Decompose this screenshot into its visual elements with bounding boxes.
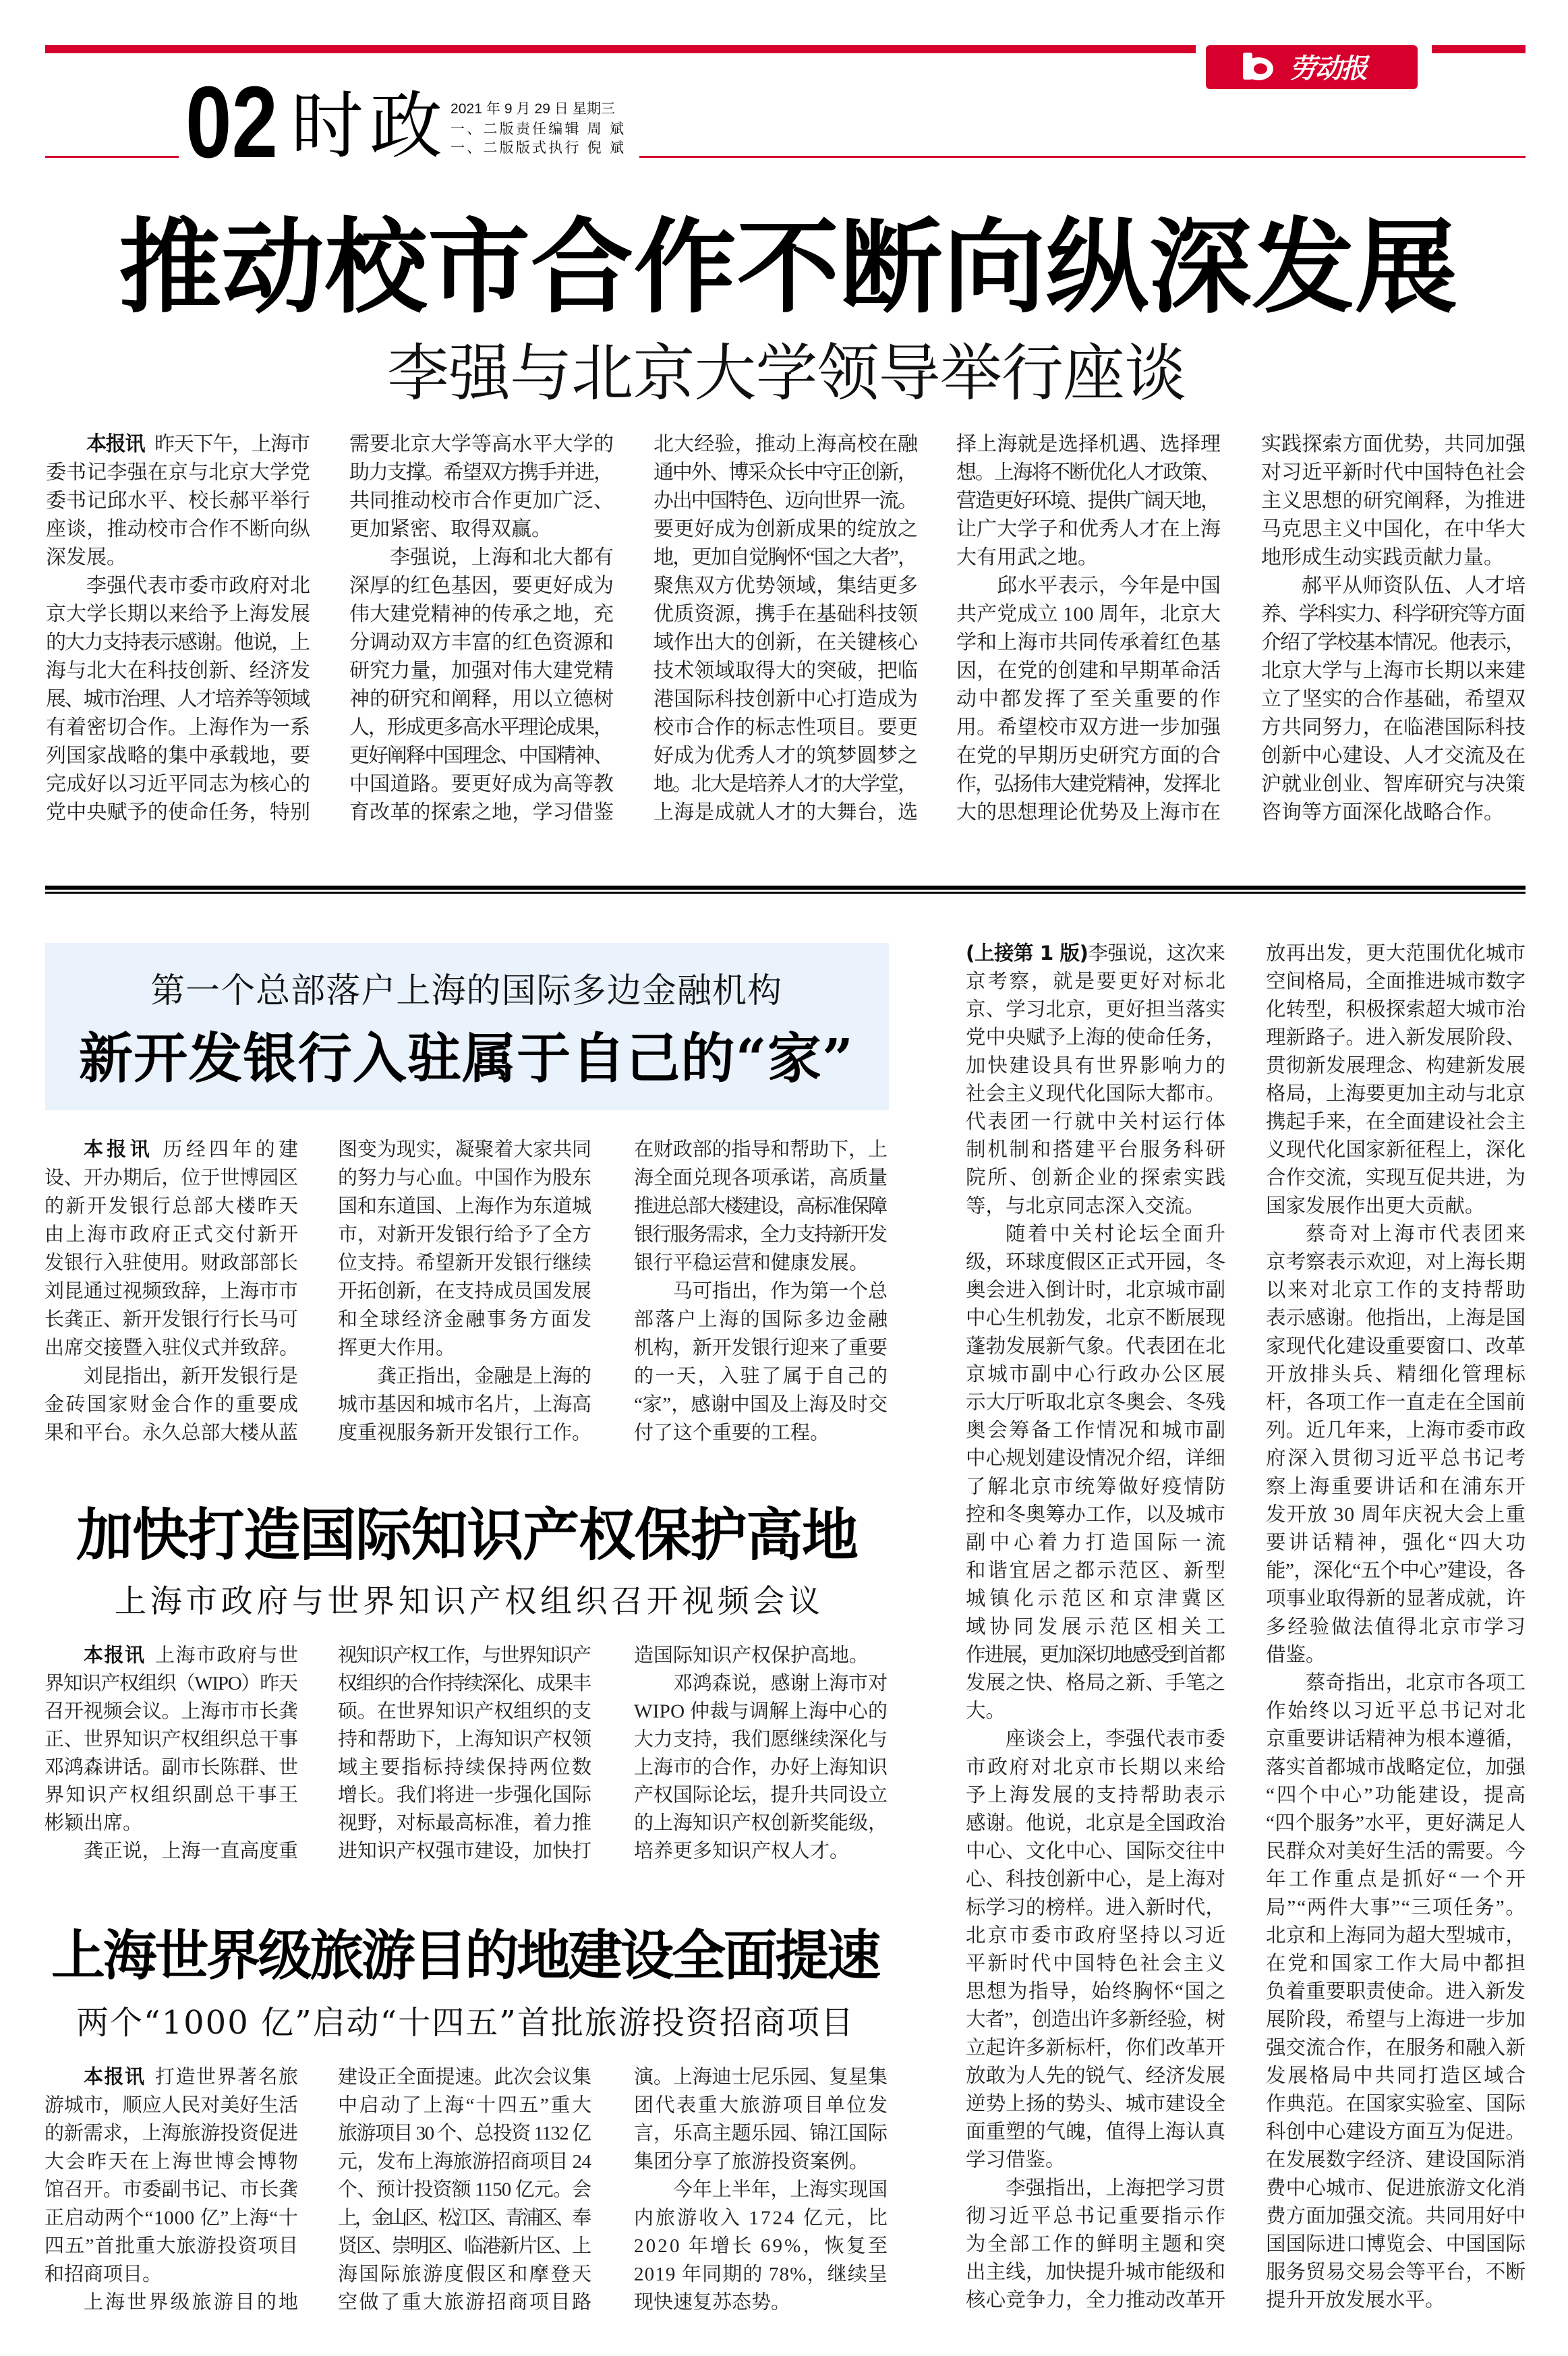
text-line: 中心、文化中心、国际交往中 bbox=[966, 1841, 1225, 1863]
ip-subheadline: 上海市政府与世界知识产权组织召开视频会议 bbox=[115, 1583, 820, 1620]
text-line: 提升开放发展水平。 bbox=[1266, 2289, 1445, 2311]
text-line: 党中央赋予的使命任务，特别 bbox=[46, 801, 310, 824]
text-line: 中启动了上海“十四五”重大 bbox=[338, 2094, 591, 2117]
text-line: 银行平稳运营和健康发展。 bbox=[634, 1252, 869, 1274]
text-line: 营造更好环境、提供广阔天地， bbox=[956, 490, 1221, 513]
text-line: 养、学科实力、科学研究等方面 bbox=[1261, 603, 1526, 626]
text-line: 旅游项目 30 个、总投资 1132 亿 bbox=[338, 2123, 591, 2145]
divider-thin-rule bbox=[45, 892, 1526, 894]
text-line: 图变为现实，凝聚着大家共同 bbox=[338, 1139, 591, 1161]
text-line: 理新路子。进入新发展阶段、 bbox=[1266, 1027, 1526, 1049]
dateline-label: 本报讯 bbox=[84, 2065, 145, 2088]
text-line: 主义思想的研究阐释，为推进 bbox=[1261, 490, 1526, 513]
text-line: 级，环球度假区正式开园，冬 bbox=[966, 1251, 1225, 1273]
masthead-bottom-rule-left bbox=[45, 156, 179, 158]
text-line: 的努力与心血。中国作为股东 bbox=[338, 1167, 591, 1189]
text-line: 京、学习北京，更好担当落实 bbox=[966, 999, 1225, 1021]
logo-b-icon-counter bbox=[1254, 63, 1267, 74]
text-line: 作典范。在国家实验室、国际 bbox=[1266, 2093, 1526, 2115]
text-line: 北京市委市政府坚持以习近 bbox=[966, 1924, 1225, 1947]
text-line: 市政府对北京市长期以来给 bbox=[966, 1756, 1225, 1779]
text-line: 杆，各项工作一直走在全国前 bbox=[1266, 1391, 1526, 1414]
text-line: 增长。我们将进一步强化国际 bbox=[338, 1784, 591, 1806]
text-line: 产权国际论坛，提升共同设立 bbox=[634, 1784, 888, 1806]
text-line: 大有用武之地。 bbox=[956, 546, 1098, 569]
text-line: 负着重要职责使命。进入新发 bbox=[1266, 1981, 1526, 2003]
text-line: 视知识产权工作，与世界知识产 bbox=[338, 1644, 591, 1667]
text-line: 沪就业创业、智库研究与决策 bbox=[1261, 773, 1526, 796]
text-line: 要讲话精神，强化“四大功 bbox=[1266, 1532, 1526, 1554]
text-line: 想。上海将不断优化人才政策、 bbox=[956, 461, 1221, 484]
text-line: 海与北大在科技创新、经济发 bbox=[46, 660, 310, 683]
dateline-label: 本报讯 bbox=[84, 1137, 150, 1161]
text-line: 蓬勃发展新气象。代表团在北 bbox=[966, 1335, 1225, 1358]
text-line: 正启动两个“1000 亿”上海“十 bbox=[45, 2207, 298, 2229]
text-line: 大。 bbox=[966, 1700, 1006, 1723]
text-line-content: 上海市政府与世 bbox=[154, 1644, 298, 1667]
bank-headline: 新开发银行入驻属于自己的“家” bbox=[79, 1027, 853, 1090]
text-line: 神的研究和阐释，用以立德树 bbox=[349, 688, 614, 711]
text-line: 出主线，加快提升城市能级和 bbox=[966, 2262, 1225, 2284]
paragraph-first-line: 龚正说，上海一直高度重 bbox=[84, 1840, 298, 1862]
text-line: 在发展数字经济、建设国际消 bbox=[1266, 2149, 1526, 2171]
text-line: 地，更加自觉胸怀“国之大者”， bbox=[654, 546, 918, 569]
text-line: 视野，对标最高标准，着力推 bbox=[338, 1812, 591, 1835]
text-line: 在党的早期历史研究方面的合 bbox=[956, 745, 1221, 768]
ip-story bbox=[45, 1501, 888, 1862]
text-line: 落实首都城市战略定位，加强 bbox=[1266, 1756, 1526, 1779]
top-red-rule-right bbox=[1432, 45, 1526, 53]
text-line: 社会主义现代化国际大都市。 bbox=[966, 1083, 1225, 1105]
text-line: 义现代化国家新征程上，深化 bbox=[1266, 1139, 1526, 1161]
text-line: 加快建设具有世界影响力的 bbox=[966, 1055, 1225, 1077]
text-line: 优质资源，携手在基础科技领 bbox=[654, 603, 918, 626]
text-line: 好成为优秀人才的筑梦圆梦之 bbox=[654, 745, 918, 768]
text-line: 国和东道国、上海作为东道城 bbox=[338, 1195, 591, 1217]
text-line: 培养更多知识产权人才。 bbox=[634, 1840, 850, 1862]
lead-headline: 推动校市合作不断向纵深发展 bbox=[119, 206, 1457, 327]
text-line: 表示感谢。他指出，上海是国 bbox=[1266, 1307, 1526, 1329]
text-line: 格局，上海要更加主动与北京 bbox=[1266, 1083, 1526, 1105]
text-line: 需要北京大学等高水平大学的 bbox=[349, 433, 614, 456]
text-line: 部落户上海的国际多边金融 bbox=[634, 1309, 888, 1331]
text-line: 更好阐释中国理念、中国精神、 bbox=[349, 745, 614, 768]
text-line: 奥会筹备工作情况和城市副 bbox=[966, 1420, 1225, 1442]
text-line: 咨询等方面深化战略合作。 bbox=[1261, 801, 1504, 824]
text-line: 深发展。 bbox=[46, 546, 127, 569]
paragraph-first-line: 龚正指出，金融是上海的 bbox=[377, 1365, 591, 1387]
text-line: 京重要讲话精神为根本遵循， bbox=[1266, 1728, 1526, 1750]
text-line: 彬颖出席。 bbox=[45, 1812, 143, 1835]
text-line: 为全部工作的鲜明主题和突 bbox=[966, 2233, 1225, 2256]
text-line: 放敢为人先的锐气、经济发展 bbox=[966, 2065, 1225, 2087]
text-line: 长龚正、新开发银行行长马可 bbox=[45, 1309, 298, 1331]
text-line: 示大厅听取北京冬奥会、冬残 bbox=[966, 1391, 1225, 1414]
page-number: 02 bbox=[185, 65, 278, 179]
text-line: 四五”首批重大旅游投资项目 bbox=[45, 2235, 298, 2258]
text-line-content: 李强说，这次来 bbox=[1088, 942, 1225, 965]
text-line: 发展格局中共同打造区域合 bbox=[1266, 2065, 1526, 2087]
text-line: 展阶段，希望与上海进一步加 bbox=[1266, 2009, 1526, 2031]
text-line: 局”“两件大事”“三项任务”。 bbox=[1266, 1897, 1526, 1919]
text-line: 奥会进入倒计时，北京城市副 bbox=[966, 1280, 1225, 1302]
text-line: 的上海知识产权创新奖能级， bbox=[634, 1812, 888, 1835]
text-line: 伟大建党精神的传承之地，充 bbox=[349, 603, 614, 626]
text-line: 副中心着力打造国际一流 bbox=[966, 1532, 1225, 1554]
text-line: 校市合作的标志性项目。要更 bbox=[654, 716, 918, 739]
paragraph-first-line: 李强代表市委市政府对北 bbox=[86, 575, 310, 598]
continued-from-label: (上接第 1 版) bbox=[966, 941, 1088, 965]
text-line: 和招商项目。 bbox=[45, 2264, 163, 2285]
text-line: 城镇化示范区和京津冀区 bbox=[966, 1588, 1225, 1610]
continued-story bbox=[966, 942, 1526, 2311]
text-line: 位支持。希望新开发银行继续 bbox=[338, 1252, 591, 1274]
text-line: 馆召开。市委副书记、市长龚 bbox=[45, 2179, 298, 2201]
text-line: 地形成生动实践贡献力量。 bbox=[1261, 546, 1504, 569]
text-line: 作始终以习近平总书记对北 bbox=[1266, 1700, 1526, 1723]
text-line: 分调动双方丰富的红色资源和 bbox=[349, 631, 614, 654]
text-line: 发开放 30 周年庆祝大会上重 bbox=[1266, 1503, 1526, 1526]
text-line: 地。北大是培养人才的大学堂， bbox=[654, 773, 918, 796]
text-line: 化转型，积极探索超大城市治 bbox=[1266, 999, 1526, 1021]
text-line: 通中外、博采众长中守正创新， bbox=[654, 461, 918, 484]
text-line: 上海市的合作，办好上海知识 bbox=[634, 1756, 888, 1779]
text-line: 彻习近平总书记重要指示作 bbox=[966, 2205, 1225, 2227]
text-line: 北京和上海同为超大型城市， bbox=[1266, 1924, 1526, 1947]
section-divider bbox=[45, 886, 1526, 894]
text-line: 列国家战略的集中承载地，要 bbox=[46, 745, 310, 768]
text-line: 持和帮助下，上海知识产权领 bbox=[338, 1728, 591, 1750]
paragraph-first-line: 座谈会上，李强代表市委 bbox=[1006, 1728, 1225, 1750]
text-line: 由上海市政府正式交付新开 bbox=[45, 1224, 298, 1246]
text-line: 控和冬奥筹办工作，以及城市 bbox=[966, 1503, 1225, 1526]
paragraph-first-line: 郝平从师资队伍、人才培 bbox=[1302, 575, 1526, 598]
dateline-label: 本报讯 bbox=[84, 1643, 145, 1667]
text-line: 度重视服务新开发银行工作。 bbox=[338, 1422, 591, 1444]
text-line: 立了坚实的合作基础，希望双 bbox=[1261, 688, 1526, 711]
paragraph-first-line bbox=[84, 2065, 298, 2088]
text-line: 介绍了学校基本情况。他表示， bbox=[1261, 631, 1526, 654]
text-line: 正、世界知识产权组织总干事 bbox=[45, 1728, 298, 1750]
paragraph-first-line: 上海世界级旅游目的地 bbox=[84, 2291, 298, 2314]
text-line: 创新中心建设、人才交流及在 bbox=[1261, 745, 1526, 768]
text-line: 完成好以习近平同志为核心的 bbox=[46, 773, 310, 796]
text-line: 国家发展作出更大贡献。 bbox=[1266, 1195, 1485, 1217]
text-line: 马克思主义中国化，在中华大 bbox=[1261, 518, 1526, 541]
text-line: 海全面兑现各项承诺，高质量 bbox=[634, 1167, 888, 1189]
text-line: 育改革的探索之地，学习借鉴 bbox=[349, 801, 614, 824]
text-line: 京大学长期以来给予上海发展 bbox=[46, 603, 310, 626]
text-line: 国国际进口博览会、中国国际 bbox=[1266, 2233, 1526, 2256]
text-line: 察上海重要讲话和在浦东开 bbox=[1266, 1476, 1526, 1498]
text-line: 大的思想理论优势及上海市在 bbox=[956, 801, 1221, 824]
paragraph-first-line bbox=[84, 1644, 298, 1667]
text-line: 学习借鉴。 bbox=[966, 2149, 1066, 2171]
text-line: 作，弘扬伟大建党精神，发挥北 bbox=[956, 773, 1221, 796]
text-line-content: 昨天下午，上海市 bbox=[154, 433, 310, 456]
text-line: 京考察，就是要更好对标北 bbox=[966, 971, 1225, 993]
ip-headline: 加快打造国际知识产权保护高地 bbox=[76, 1501, 859, 1568]
lead-subheadline: 李强与北京大学领导举行座谈 bbox=[387, 337, 1186, 409]
lead-story-body bbox=[46, 432, 1526, 824]
text-line: 办出中国特色、迈向世界一流。 bbox=[654, 490, 918, 513]
text-line: “四个服务”水平，更好满足人 bbox=[1266, 1812, 1526, 1835]
text-line: 择上海就是选择机遇、选择理 bbox=[956, 433, 1221, 456]
dateline-label: 本报讯 bbox=[86, 432, 146, 457]
text-line: 研究力量，加强对伟大建党精 bbox=[349, 660, 614, 683]
paragraph-first-line bbox=[84, 1138, 298, 1161]
text-line: 深厚的红色基因，要更好成为 bbox=[349, 575, 614, 598]
text-line: 大力支持，我们愿继续深化与 bbox=[634, 1728, 888, 1750]
text-line: 费方面加强交流。共同用好中 bbox=[1266, 2205, 1526, 2227]
text-line: 多经验做法值得北京市学习 bbox=[1266, 1616, 1526, 1638]
text-line: 中心生机勃发，北京不断展现 bbox=[966, 1307, 1225, 1329]
text-line: 北大经验，推动上海高校在融 bbox=[654, 433, 918, 456]
text-line: 开拓创新，在支持成员国发展 bbox=[338, 1280, 591, 1302]
text-line: 立起许多新标杆，你们改革开 bbox=[966, 2037, 1225, 2059]
text-line: 逆势上扬的势头、城市建设全 bbox=[966, 2093, 1225, 2115]
text-line: 发展之快、格局之新、手笔之 bbox=[966, 1672, 1225, 1694]
text-line: 作进展，更加深切地感受到首都 bbox=[966, 1644, 1225, 1666]
text-line: “四个中心”功能建设，提高 bbox=[1266, 1784, 1526, 1806]
text-line: 发银行入驻使用。财政部部长 bbox=[45, 1252, 298, 1274]
text-line: 硕。在世界知识产权组织的支 bbox=[338, 1700, 591, 1723]
text-line: 心、科技创新中心，是上海对 bbox=[966, 1868, 1225, 1891]
text-line: 域协同发展示范区相关工 bbox=[966, 1616, 1225, 1638]
text-line: 府深入贯彻习近平总书记考 bbox=[1266, 1447, 1526, 1470]
text-line: 机构，新开发银行迎来了重要 bbox=[634, 1337, 888, 1359]
text-line: 费中心城市、促进旅游文化消 bbox=[1266, 2177, 1526, 2200]
text-line: WIPO 仲裁与调解上海中心的 bbox=[634, 1700, 888, 1723]
logo-wordmark: 劳动报 bbox=[1289, 53, 1368, 84]
text-line-content: 历经四年的建 bbox=[163, 1139, 298, 1161]
text-line: 域作出大的创新，在关键核心 bbox=[654, 631, 918, 654]
text-line: 集团分享了旅游投资案例。 bbox=[634, 2151, 869, 2173]
text-line: 聚焦双方优势领域，集结更多 bbox=[654, 575, 918, 598]
text-line: 港国际科技创新中心打造成为 bbox=[654, 688, 918, 711]
text-line: 院所、创新企业的探索实践 bbox=[966, 1167, 1225, 1189]
text-line: 的新需求，上海旅游投资促进 bbox=[45, 2123, 298, 2145]
text-line: 合作交流，实现互促共进，为 bbox=[1266, 1167, 1526, 1189]
continued-story-body bbox=[966, 942, 1526, 2311]
text-line: 上，金山区、松江区、青浦区、奉 bbox=[338, 2207, 591, 2229]
text-line: 放再出发，更大范围优化城市 bbox=[1266, 942, 1526, 965]
text-line: 金砖国家财金合作的重要成 bbox=[45, 1394, 298, 1416]
text-line: 制机制和搭建平台服务科研 bbox=[966, 1139, 1225, 1161]
text-line: 借鉴。 bbox=[1266, 1644, 1326, 1666]
text-line: 和谐宜居之都示范区、新型 bbox=[966, 1560, 1225, 1582]
text-line: 京城市副中心行政办公区展 bbox=[966, 1363, 1225, 1385]
text-line: 的大力支持表示感谢。他说，上 bbox=[46, 631, 310, 654]
text-line: 京考察表示欢迎，对上海长期 bbox=[1266, 1251, 1526, 1273]
text-line: 现快速复苏态势。 bbox=[634, 2291, 791, 2314]
text-line: 贤区、崇明区、临港新片区、上 bbox=[338, 2235, 591, 2258]
text-line: 科创中心建设方面互为促进。 bbox=[1266, 2121, 1526, 2144]
text-line: 造国际知识产权保护高地。 bbox=[634, 1644, 869, 1667]
bank-story bbox=[45, 943, 889, 1444]
text-line: 界知识产权组织（WIPO）昨天 bbox=[45, 1673, 298, 1695]
text-line: 大会昨天在上海世博会博物 bbox=[45, 2151, 298, 2173]
text-line: 设、开办期后，位于世博园区 bbox=[45, 1167, 298, 1189]
text-line: 以来对北京工作的支持帮助 bbox=[1266, 1280, 1526, 1302]
lead-story bbox=[46, 206, 1526, 824]
text-line: 内旅游收入 1724 亿元，比 bbox=[634, 2207, 888, 2229]
text-line: 动中都发挥了至关重要的作 bbox=[956, 688, 1221, 711]
paragraph-first-line: 李强指出，上海把学习贯 bbox=[1006, 2177, 1225, 2200]
text-line: 果和平台。永久总部大楼从蓝 bbox=[45, 1422, 298, 1444]
text-line: 和全球经济金融事务方面发 bbox=[338, 1309, 591, 1331]
text-line: 贯彻新发展理念、构建新发展 bbox=[1266, 1055, 1526, 1077]
text-line: 技术领域取得大的突破，把临 bbox=[654, 660, 918, 683]
bank-kicker: 第一个总部落户上海的国际多边金融机构 bbox=[150, 971, 782, 1011]
text-line: 邓鸿森讲话。副市长陈群、世 bbox=[45, 1756, 298, 1779]
text-line: 中心规划建设情况介绍，详细 bbox=[966, 1447, 1225, 1470]
text-line: 召开视频会议。上海市市长龚 bbox=[45, 1700, 298, 1723]
text-line: 年工作重点是抓好“一个开 bbox=[1266, 1868, 1526, 1891]
paragraph-first-line: 随着中关村论坛全面升 bbox=[1006, 1223, 1225, 1245]
text-line: 个、预计投资额 1150 亿元。会 bbox=[338, 2179, 591, 2201]
text-line: 挥更大作用。 bbox=[338, 1337, 456, 1359]
text-line: 予上海发展的支持帮助表示 bbox=[966, 1784, 1225, 1806]
text-line: 委书记李强在京与北京大学党 bbox=[46, 461, 310, 484]
text-line: 空间格局，全面推进城市数字 bbox=[1266, 971, 1526, 993]
text-line: 标学习的榜样。进入新时代， bbox=[966, 1897, 1225, 1919]
text-line: 感谢。他说，北京是全国政治 bbox=[966, 1812, 1225, 1835]
text-line: 2019 年同期的 78%，继续呈 bbox=[634, 2264, 888, 2285]
text-line: 平新时代中国特色社会主义 bbox=[966, 1953, 1225, 1975]
text-line: 思想为指导，始终胸怀“国之 bbox=[966, 1981, 1225, 2003]
text-line: 方共同努力，在临港国际科技 bbox=[1261, 716, 1526, 739]
text-line: 演。上海迪士尼乐园、复星集 bbox=[634, 2066, 888, 2088]
text-line: 人，形成更多高水平理论成果， bbox=[349, 716, 614, 739]
text-line: 权组织的合作持续深化、成果丰 bbox=[338, 1673, 591, 1695]
text-line: 座谈，推动校市合作不断向纵 bbox=[46, 518, 310, 541]
text-line: 强交流合作，在服务和融入新 bbox=[1266, 2037, 1526, 2059]
text-line: 展、城市治理、人才培养等领域 bbox=[46, 688, 310, 711]
text-line: 元，发布上海旅游招商项目 24 bbox=[338, 2151, 591, 2173]
text-line: 游城市，顺应人民对美好生活 bbox=[45, 2094, 298, 2117]
text-line: 刘昆通过视频致辞，上海市市 bbox=[45, 1280, 298, 1302]
text-line: 实践探索方面优势，共同加强 bbox=[1261, 433, 1526, 456]
text-line bbox=[966, 942, 1225, 965]
text-line: 的一天，入驻了属于自己的 bbox=[634, 1365, 888, 1387]
text-line: 携起手来，在全面建设社会主 bbox=[1266, 1111, 1526, 1133]
text-line: 建设正全面提速。此次会议集 bbox=[338, 2066, 591, 2088]
layout-credit: 一、二版版式执行 倪 斌 bbox=[451, 140, 624, 156]
paragraph-first-line bbox=[86, 432, 310, 456]
text-line: 界知识产权组织副总干事王 bbox=[45, 1784, 298, 1806]
text-line: 中国道路。要更好成为高等教 bbox=[349, 773, 614, 796]
paragraph-first-line: 蔡奇对上海市代表团来 bbox=[1306, 1223, 1526, 1245]
newspaper-logo bbox=[1206, 45, 1418, 89]
text-line: 要更好成为创新成果的绽放之 bbox=[654, 518, 918, 541]
text-line: 言，乐高主题乐园、锦江国际 bbox=[634, 2123, 888, 2145]
tourism-headline: 上海世界级旅游目的地建设全面提速 bbox=[51, 1924, 881, 1987]
text-line: 委书记邱水平、校长郝平举行 bbox=[46, 490, 310, 513]
text-line: 空做了重大旅游招商项目路 bbox=[338, 2291, 591, 2314]
ip-story-body bbox=[45, 1644, 888, 1862]
text-line: 共同推动校市合作更加广泛、 bbox=[349, 490, 614, 513]
text-line: 面重塑的气魄，值得上海认真 bbox=[966, 2121, 1225, 2144]
text-line: 推进总部大楼建设，高标准保障 bbox=[634, 1195, 888, 1217]
text-line: 能”，深化“五个中心”建设，各 bbox=[1266, 1560, 1526, 1582]
text-line: 让广大学子和优秀人才在上海 bbox=[956, 518, 1221, 541]
text-line: 域主要指标持续保持两位数 bbox=[338, 1756, 591, 1779]
text-line: 学和上海市共同传承着红色基 bbox=[956, 631, 1221, 654]
text-line: 上海是成就人才的大舞台，选 bbox=[654, 801, 918, 824]
paragraph-first-line: 邓鸿森说，感谢上海市对 bbox=[673, 1673, 888, 1695]
paragraph-first-line: 刘昆指出，新开发银行是 bbox=[84, 1365, 298, 1387]
paragraph-first-line: 马可指出，作为第一个总 bbox=[673, 1280, 888, 1302]
paragraph-first-line: 今年上半年，上海实现国 bbox=[673, 2179, 888, 2201]
divider-thick-rule bbox=[45, 886, 1526, 890]
text-line: 2020 年增长 69%，恢复至 bbox=[634, 2235, 888, 2258]
section-name: 时政 bbox=[291, 84, 442, 169]
issue-date: 2021 年 9 月 29 日 星期三 bbox=[451, 101, 615, 117]
text-line: 大者”，创造出许多新经验，树 bbox=[966, 2009, 1225, 2031]
text-line: 党中央赋予上海的使命任务， bbox=[966, 1027, 1225, 1049]
masthead-bottom-rule-right bbox=[639, 156, 1526, 158]
tourism-subheadline: 两个“1000 亿”启动“十四五”首批旅游投资招商项目 bbox=[76, 2004, 853, 2042]
bank-story-body bbox=[45, 1138, 888, 1444]
text-line: 对习近平新时代中国特色社会 bbox=[1261, 461, 1526, 484]
text-line: 有着密切合作。上海作为一系 bbox=[46, 716, 310, 739]
text-line: 团代表重大旅游项目单位发 bbox=[634, 2094, 888, 2117]
text-line: 家现代化建设重要窗口、改革 bbox=[1266, 1335, 1526, 1358]
paragraph-first-line: 蔡奇指出，北京市各项工 bbox=[1306, 1672, 1526, 1694]
text-line: 助力支撑。希望双方携手并进， bbox=[349, 461, 614, 484]
text-line: 核心竞争力，全力推动改革开 bbox=[966, 2289, 1225, 2311]
text-line-content: 打造世界著名旅 bbox=[154, 2066, 298, 2088]
masthead bbox=[45, 45, 1526, 179]
tourism-story bbox=[45, 1924, 888, 2314]
editor-credit: 一、二版责任编辑 周 斌 bbox=[451, 121, 624, 137]
text-line: 了解北京市统筹做好疫情防 bbox=[966, 1476, 1225, 1498]
text-line: 列。近几年来，上海市委市政 bbox=[1266, 1420, 1526, 1442]
text-line: 出席交接暨入驻仪式并致辞。 bbox=[45, 1337, 299, 1359]
text-line: 付了这个重要的工程。 bbox=[634, 1422, 830, 1444]
text-line: 因，在党的创建和早期革命活 bbox=[956, 660, 1221, 683]
text-line: 开放排头兵、精细化管理标 bbox=[1266, 1363, 1526, 1385]
text-line: “家”，感谢中国及上海及时交 bbox=[634, 1394, 888, 1416]
tourism-story-body bbox=[45, 2065, 888, 2314]
text-line: 银行服务需求，全力支持新开发 bbox=[634, 1224, 888, 1246]
text-line: 服务贸易交易会等平台，不断 bbox=[1266, 2262, 1526, 2284]
text-line: 北京大学与上海市长期以来建 bbox=[1261, 660, 1526, 683]
top-red-rule bbox=[45, 45, 1196, 53]
text-line: 项事业取得新的显著成就，许 bbox=[1266, 1588, 1526, 1610]
text-line: 更加紧密、取得双赢。 bbox=[349, 518, 552, 541]
text-line: 代表团一行就中关村运行体 bbox=[966, 1111, 1225, 1133]
paragraph-first-line: 邱水平表示，今年是中国 bbox=[997, 575, 1221, 598]
text-line: 的新开发银行总部大楼昨天 bbox=[45, 1195, 298, 1217]
text-line: 海国际旅游度假区和摩登天 bbox=[338, 2264, 591, 2285]
text-line: 进知识产权强市建设，加快打 bbox=[338, 1840, 591, 1862]
text-line: 城市基因和城市名片，上海高 bbox=[338, 1394, 591, 1416]
text-line: 民群众对美好生活的需要。今 bbox=[1266, 1841, 1526, 1863]
text-line: 用。希望校市双方进一步加强 bbox=[956, 716, 1221, 739]
text-line: 市，对新开发银行给予了全方 bbox=[338, 1224, 591, 1246]
text-line: 等，与北京同志深入交流。 bbox=[966, 1195, 1205, 1217]
paragraph-first-line: 李强说，上海和北大都有 bbox=[390, 546, 614, 569]
text-line: 在党和国家工作大局中都担 bbox=[1266, 1953, 1526, 1975]
text-line: 在财政部的指导和帮助下，上 bbox=[634, 1139, 888, 1161]
text-line: 共产党成立 100 周年，北京大 bbox=[956, 603, 1221, 626]
